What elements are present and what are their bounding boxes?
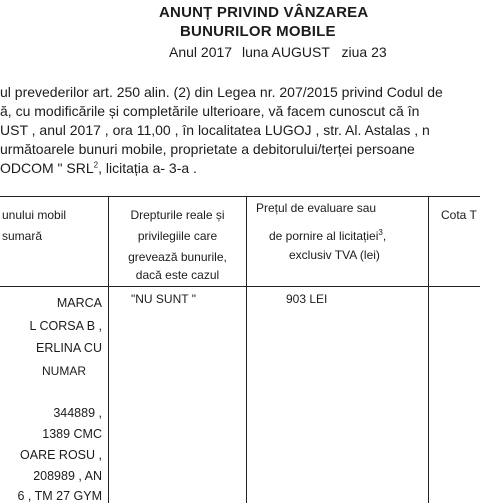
body-line-2: ă, cu modificările și completările ulterioare, vă facem cunoscut că în (0, 103, 420, 119)
col4-header: Cota T (441, 208, 477, 222)
desc-line-2: L CORSA B , (29, 319, 102, 333)
body-line-1: ul prevederilor art. 250 alin. (2) din Legea nr. 207/2015 privind Codul de (0, 84, 443, 100)
footnote-ref-2: 2 (93, 160, 99, 170)
date-line (169, 44, 387, 60)
table-header-divider (0, 286, 480, 287)
day-label: ziua 23 (341, 44, 387, 60)
col1-header-line-2: sumară (2, 229, 43, 243)
table-top-border (0, 196, 480, 197)
col3-header-line-3: exclusiv TVA (lei) (289, 248, 380, 262)
table-col-divider-2 (246, 196, 247, 503)
desc-line-8: OARE ROSU , (20, 448, 102, 462)
desc-line-6: 344889 , (53, 406, 102, 420)
col2-header-line-1: Drepturile reale și (130, 208, 225, 222)
title-line-1: ANUNȚ PRIVIND VÂNZAREA (159, 4, 369, 21)
desc-line-9: 208989 , AN (33, 469, 102, 483)
col3-header-line-2-text: de pornire al licitației (269, 229, 379, 243)
year-label: Anul 2017 (169, 44, 233, 60)
price-value: 903 LEI (286, 292, 328, 306)
title-line-2: BUNURILOR MOBILE (180, 23, 336, 40)
footnote-ref-3: 3 (378, 228, 383, 237)
col3-header-line-2 (269, 229, 386, 243)
desc-line-7: 1389 CMC (42, 427, 102, 441)
col2-header-line-2: privilegiile care (137, 229, 218, 243)
desc-line-3: ERLINA CU (36, 341, 102, 355)
desc-line-1: MARCA (56, 296, 102, 310)
table-col-divider-3 (428, 196, 429, 503)
desc-line-4: NUMAR (42, 364, 86, 378)
body-line-3: UST , anul 2017 , ora 11,00 , în localitatea LUGOJ , str. Al. Astalas , n (0, 122, 430, 138)
rights-value: "NU SUNT " (131, 292, 196, 306)
debtor-name: ODCOM " SRL (0, 160, 94, 176)
month-label: luna AUGUST (241, 44, 330, 60)
col2-header-line-3: grevează bunurile, (128, 250, 227, 264)
body-line-4: următoarele bunuri mobile, proprietate a debitorului/terței persoane (0, 141, 415, 157)
body-line-5 (0, 160, 197, 176)
desc-line-10: 6 , TM 27 GYM (17, 489, 102, 503)
col2-header-line-4: dacă este cazul (135, 268, 220, 282)
col3-header-line-2-comma: , (382, 229, 387, 243)
col3-header-line-1: Prețul de evaluare sau (256, 201, 377, 215)
col1-header-line-1: unului mobil (2, 208, 67, 222)
auction-number: , licitația a- 3-a . (98, 160, 197, 176)
